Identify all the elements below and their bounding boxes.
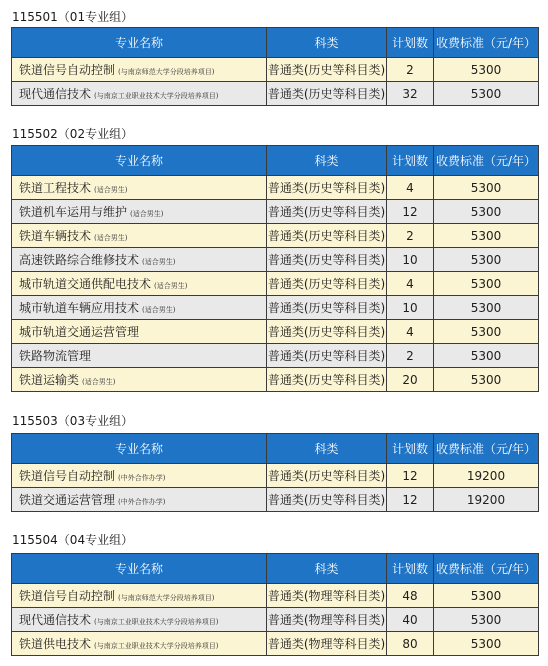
fee-cell: 5300 — [434, 320, 539, 344]
major-name-cell — [12, 344, 267, 368]
category-cell: 普通类(历史等科目类) — [267, 368, 387, 392]
group-table — [11, 27, 539, 106]
plan-count-cell: 4 — [387, 176, 434, 200]
major-note: (适合男生) — [130, 210, 164, 218]
major-name-cell — [12, 464, 267, 488]
header-row — [12, 146, 539, 176]
major-note: (与南京工业职业技术大学分段培养项目) — [94, 642, 219, 650]
major-name: 铁道供电技术 — [19, 637, 92, 651]
category-cell: 普通类(历史等科目类) — [267, 58, 387, 82]
group-title: 115502（02专业组） — [12, 127, 134, 141]
header-major-name: 专业名称 — [12, 434, 267, 464]
plan-count-cell: 12 — [387, 200, 434, 224]
major-name: 铁道运输类 — [19, 373, 80, 387]
table-row — [12, 464, 539, 488]
major-name-cell — [12, 200, 267, 224]
major-name-cell — [12, 296, 267, 320]
major-name: 铁道信号自动控制 — [19, 469, 116, 483]
category-cell: 普通类(物理等科目类) — [267, 584, 387, 608]
fee-cell: 5300 — [434, 200, 539, 224]
fee-cell: 5300 — [434, 632, 539, 656]
plan-count-cell: 32 — [387, 82, 434, 106]
table-row — [12, 296, 539, 320]
category-cell: 普通类(物理等科目类) — [267, 632, 387, 656]
major-name: 城市轨道车辆应用技术 — [19, 301, 140, 315]
major-name-cell — [12, 368, 267, 392]
table-row — [12, 584, 539, 608]
header-plan-count: 计划数 — [387, 554, 434, 584]
header-category: 科类 — [267, 434, 387, 464]
major-name: 现代通信技术 — [19, 87, 92, 101]
plan-count-cell: 2 — [387, 344, 434, 368]
major-note: (适合男生) — [142, 258, 176, 266]
category-cell: 普通类(历史等科目类) — [267, 176, 387, 200]
fee-cell: 5300 — [434, 58, 539, 82]
category-cell: 普通类(历史等科目类) — [267, 200, 387, 224]
plan-count-cell: 40 — [387, 608, 434, 632]
group-table — [11, 553, 539, 656]
group-title: 115501（01专业组） — [12, 10, 134, 24]
header-category: 科类 — [267, 28, 387, 58]
table-row — [12, 320, 539, 344]
header-plan-count: 计划数 — [387, 434, 434, 464]
header-major-name: 专业名称 — [12, 28, 267, 58]
major-name: 铁道车辆技术 — [19, 229, 92, 243]
fee-cell: 5300 — [434, 176, 539, 200]
major-note: (中外合作办学) — [118, 474, 166, 482]
major-note: (适合男生) — [142, 306, 176, 314]
major-note: (与南京师范大学分段培养项目) — [118, 594, 215, 602]
plan-count-cell: 12 — [387, 464, 434, 488]
table-row — [12, 272, 539, 296]
plan-count-cell: 10 — [387, 248, 434, 272]
plan-count-cell: 2 — [387, 58, 434, 82]
plan-count-cell: 4 — [387, 272, 434, 296]
major-name-cell — [12, 488, 267, 512]
table-row — [12, 248, 539, 272]
header-fee: 收费标准（元/年） — [434, 434, 539, 464]
major-name: 铁道工程技术 — [19, 181, 92, 195]
plan-count-cell: 10 — [387, 296, 434, 320]
major-name-cell — [12, 272, 267, 296]
fee-cell: 5300 — [434, 584, 539, 608]
header-category: 科类 — [267, 554, 387, 584]
group-title: 115504（04专业组） — [12, 533, 134, 547]
major-note: (与南京工业职业技术大学分段培养项目) — [94, 92, 219, 100]
plan-count-cell: 80 — [387, 632, 434, 656]
group-table — [11, 145, 539, 392]
header-plan-count: 计划数 — [387, 146, 434, 176]
major-note: (适合男生) — [94, 186, 128, 194]
table-row — [12, 488, 539, 512]
major-name-cell — [12, 224, 267, 248]
major-note: (适合男生) — [154, 282, 188, 290]
table-row — [12, 176, 539, 200]
header-plan-count: 计划数 — [387, 28, 434, 58]
major-note: (与南京师范大学分段培养项目) — [118, 68, 215, 76]
major-name-cell — [12, 176, 267, 200]
category-cell: 普通类(历史等科目类) — [267, 224, 387, 248]
major-note: (中外合作办学) — [118, 498, 166, 506]
plan-count-cell: 4 — [387, 320, 434, 344]
fee-cell: 5300 — [434, 296, 539, 320]
header-row — [12, 434, 539, 464]
header-major-name: 专业名称 — [12, 146, 267, 176]
fee-cell: 5300 — [434, 344, 539, 368]
fee-cell: 19200 — [434, 464, 539, 488]
table-row — [12, 224, 539, 248]
group-table — [11, 433, 539, 512]
header-major-name: 专业名称 — [12, 554, 267, 584]
category-cell: 普通类(历史等科目类) — [267, 272, 387, 296]
major-name: 铁道信号自动控制 — [19, 63, 116, 77]
major-note: (与南京工业职业技术大学分段培养项目) — [94, 618, 219, 626]
fee-cell: 5300 — [434, 82, 539, 106]
category-cell: 普通类(历史等科目类) — [267, 296, 387, 320]
major-name: 高速铁路综合维修技术 — [19, 253, 140, 267]
table-row — [12, 200, 539, 224]
major-name-cell — [12, 632, 267, 656]
plan-count-cell: 48 — [387, 584, 434, 608]
table-row — [12, 632, 539, 656]
plan-count-cell: 2 — [387, 224, 434, 248]
fee-cell: 19200 — [434, 488, 539, 512]
plan-count-cell: 12 — [387, 488, 434, 512]
category-cell: 普通类(历史等科目类) — [267, 344, 387, 368]
major-name: 铁道信号自动控制 — [19, 589, 116, 603]
fee-cell: 5300 — [434, 248, 539, 272]
major-name-cell — [12, 584, 267, 608]
major-name-cell — [12, 248, 267, 272]
category-cell: 普通类(历史等科目类) — [267, 464, 387, 488]
header-row — [12, 28, 539, 58]
category-cell: 普通类(历史等科目类) — [267, 82, 387, 106]
header-fee: 收费标准（元/年） — [434, 28, 539, 58]
fee-cell: 5300 — [434, 224, 539, 248]
header-row — [12, 554, 539, 584]
major-name: 城市轨道交通供配电技术 — [19, 277, 152, 291]
major-name: 城市轨道交通运营管理 — [19, 325, 140, 339]
major-name-cell — [12, 58, 267, 82]
major-name: 铁道机车运用与维护 — [19, 205, 128, 219]
major-name-cell — [12, 82, 267, 106]
category-cell: 普通类(物理等科目类) — [267, 608, 387, 632]
category-cell: 普通类(历史等科目类) — [267, 248, 387, 272]
header-fee: 收费标准（元/年） — [434, 554, 539, 584]
category-cell: 普通类(历史等科目类) — [267, 488, 387, 512]
fee-cell: 5300 — [434, 272, 539, 296]
fee-cell: 5300 — [434, 608, 539, 632]
table-row — [12, 82, 539, 106]
major-note: (适合男生) — [82, 378, 116, 386]
fee-cell: 5300 — [434, 368, 539, 392]
major-name-cell — [12, 320, 267, 344]
table-row — [12, 344, 539, 368]
table-row — [12, 368, 539, 392]
major-name-cell — [12, 608, 267, 632]
major-name: 铁道交通运营管理 — [19, 493, 116, 507]
table-row — [12, 608, 539, 632]
major-name: 现代通信技术 — [19, 613, 92, 627]
major-name: 铁路物流管理 — [19, 349, 92, 363]
header-fee: 收费标准（元/年） — [434, 146, 539, 176]
plan-count-cell: 20 — [387, 368, 434, 392]
table-row — [12, 58, 539, 82]
header-category: 科类 — [267, 146, 387, 176]
group-title: 115503（03专业组） — [12, 414, 134, 428]
category-cell: 普通类(历史等科目类) — [267, 320, 387, 344]
major-note: (适合男生) — [94, 234, 128, 242]
